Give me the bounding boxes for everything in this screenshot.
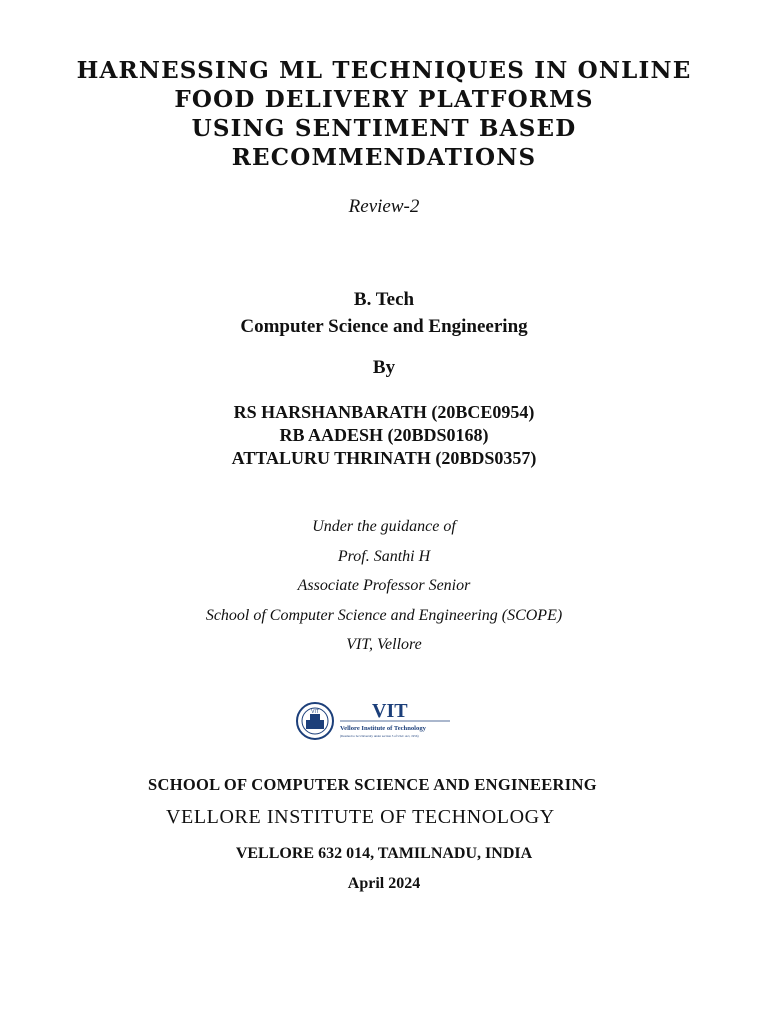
footer-school: SCHOOL OF COMPUTER SCIENCE AND ENGINEERING (148, 775, 597, 794)
title-line-4: RECOMMENDATIONS (231, 144, 537, 171)
degree-block (0, 286, 768, 340)
vit-seal-icon (297, 703, 333, 739)
footer-institute: VELLORE INSTITUTE OF TECHNOLOGY (166, 806, 555, 828)
logo-tagline: (Deemed to be University under section 3 of UGC Act, 1956) (340, 734, 419, 738)
author-list (0, 401, 768, 470)
guide-school: School of Computer Science and Engineering (SCOPE) (205, 606, 563, 624)
guide-name: Prof. Santhi H (337, 547, 431, 565)
logo-name: Vellore Institute of Technology (340, 725, 426, 732)
guidance-block (0, 512, 768, 660)
author-1: RS HARSHANBARATH (20BCE0954) (233, 402, 535, 422)
logo-wordmark: VIT (372, 700, 408, 722)
title-line-1: HARNESSING ML TECHNIQUES IN ONLINE (76, 57, 692, 84)
vit-logo (296, 700, 452, 742)
footer-date: April 2024 (347, 875, 421, 892)
title-line-3: USING SENTIMENT BASED (191, 115, 577, 142)
footer-address: VELLORE 632 014, TAMILNADU, INDIA (235, 845, 533, 862)
guide-designation: Associate Professor Senior (297, 577, 471, 594)
guidance-intro: Under the guidance of (312, 518, 456, 535)
department-name: Computer Science and Engineering (240, 316, 528, 337)
title-line-2: FOOD DELIVERY PLATFORMS (174, 86, 594, 113)
by-label: By (372, 357, 396, 378)
report-title (40, 56, 728, 172)
author-3: ATTALURU THRINATH (20BDS0357) (231, 448, 537, 468)
degree-name: B. Tech (353, 289, 415, 310)
svg-text:VIT: VIT (311, 709, 319, 715)
guide-location: VIT, Vellore (346, 636, 422, 653)
author-2: RB AADESH (20BDS0168) (279, 425, 489, 445)
review-label: Review-2 (348, 196, 420, 217)
